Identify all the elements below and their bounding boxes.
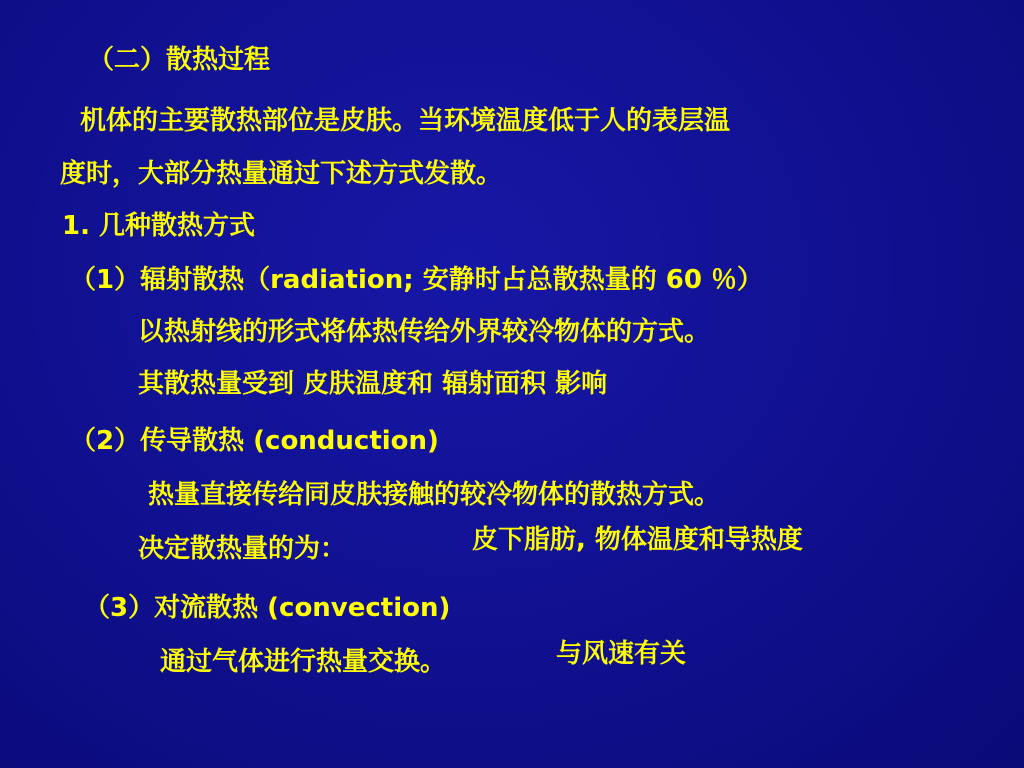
slide-heading: （二）散热过程: [88, 45, 271, 75]
conduction-title: （2）传导散热 (conduction): [70, 426, 439, 456]
radiation-title: （1）辐射散热（radiation; 安静时占总散热量的 60 ％）: [70, 265, 763, 295]
convection-title: （3）对流散热 (convection): [84, 593, 451, 623]
convection-factor: 与风速有关: [556, 639, 687, 669]
radiation-line-1: 以热射线的形式将体热传给外界较冷物体的方式。: [138, 317, 711, 347]
radiation-line-2: 其散热量受到 皮肤温度和 辐射面积 影响: [138, 369, 608, 399]
conduction-factors: 皮下脂肪, 物体温度和导热度: [472, 525, 803, 555]
intro-line-2: 度时，大部分热量通过下述方式发散。: [60, 159, 503, 189]
section-1-title: 1. 几种散热方式: [62, 211, 256, 241]
conduction-line-1: 热量直接传给同皮肤接触的较冷物体的散热方式。: [148, 480, 721, 510]
convection-line-1: 通过气体进行热量交换。: [160, 647, 447, 677]
intro-line-1: 机体的主要散热部位是皮肤。当环境温度低于人的表层温: [80, 106, 731, 136]
conduction-line-2: 决定散热量的为：: [138, 534, 347, 564]
